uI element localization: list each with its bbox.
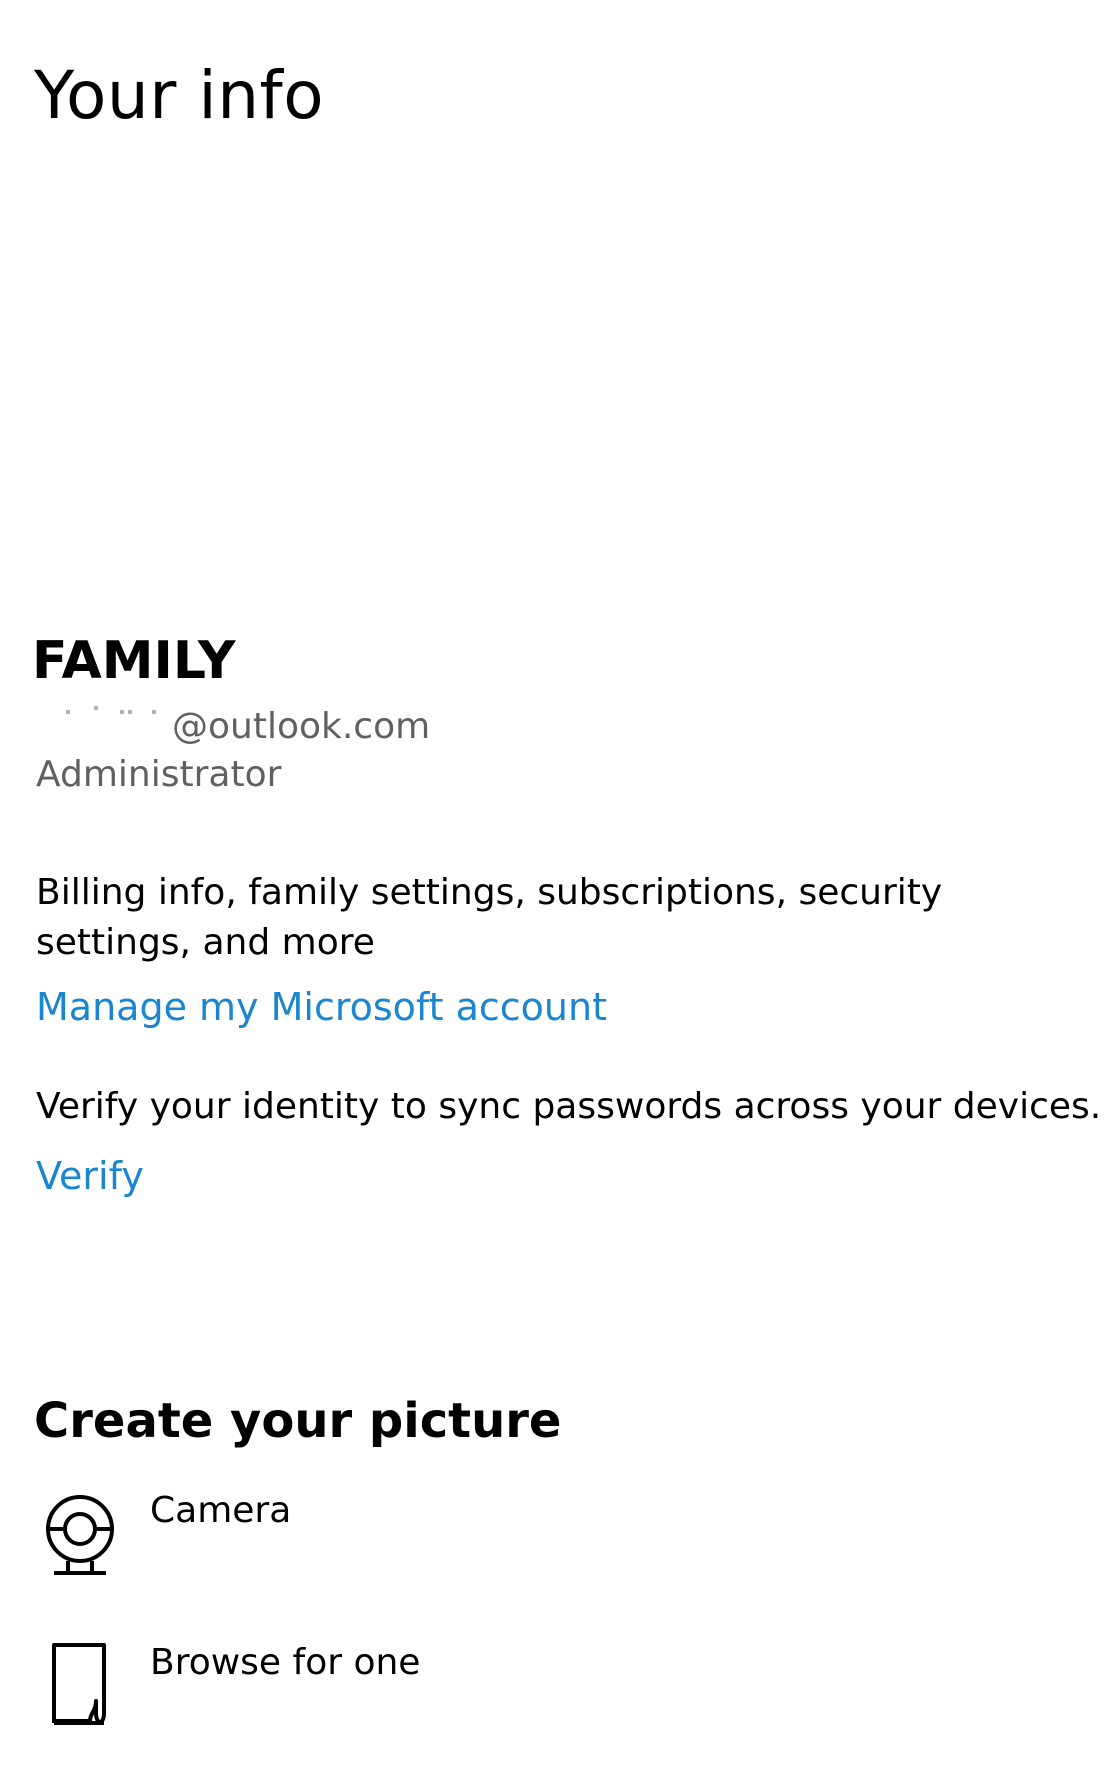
create-picture-heading: Create your picture bbox=[34, 1392, 562, 1449]
camera-icon bbox=[42, 1493, 118, 1581]
manage-microsoft-account-link[interactable]: Manage my Microsoft account bbox=[36, 985, 608, 1029]
account-name: FAMILY bbox=[32, 631, 236, 691]
page-title: Your info bbox=[34, 57, 325, 135]
account-role: Administrator bbox=[36, 754, 282, 795]
camera-option[interactable] bbox=[30, 1485, 730, 1605]
account-email-domain: @outlook.com bbox=[172, 706, 431, 747]
camera-option-label: Camera bbox=[150, 1490, 292, 1531]
file-icon bbox=[42, 1641, 118, 1731]
microsoft-account-description: Billing info, family settings, subscriptions, security settings, and more bbox=[36, 872, 943, 963]
verify-link[interactable]: Verify bbox=[36, 1154, 144, 1198]
account-email bbox=[36, 705, 430, 748]
redacted-email-username bbox=[36, 704, 164, 724]
browse-option[interactable] bbox=[30, 1633, 730, 1753]
verify-identity-description: Verify your identity to sync passwords across your devices. bbox=[36, 1086, 1102, 1127]
browse-option-label: Browse for one bbox=[150, 1642, 421, 1683]
